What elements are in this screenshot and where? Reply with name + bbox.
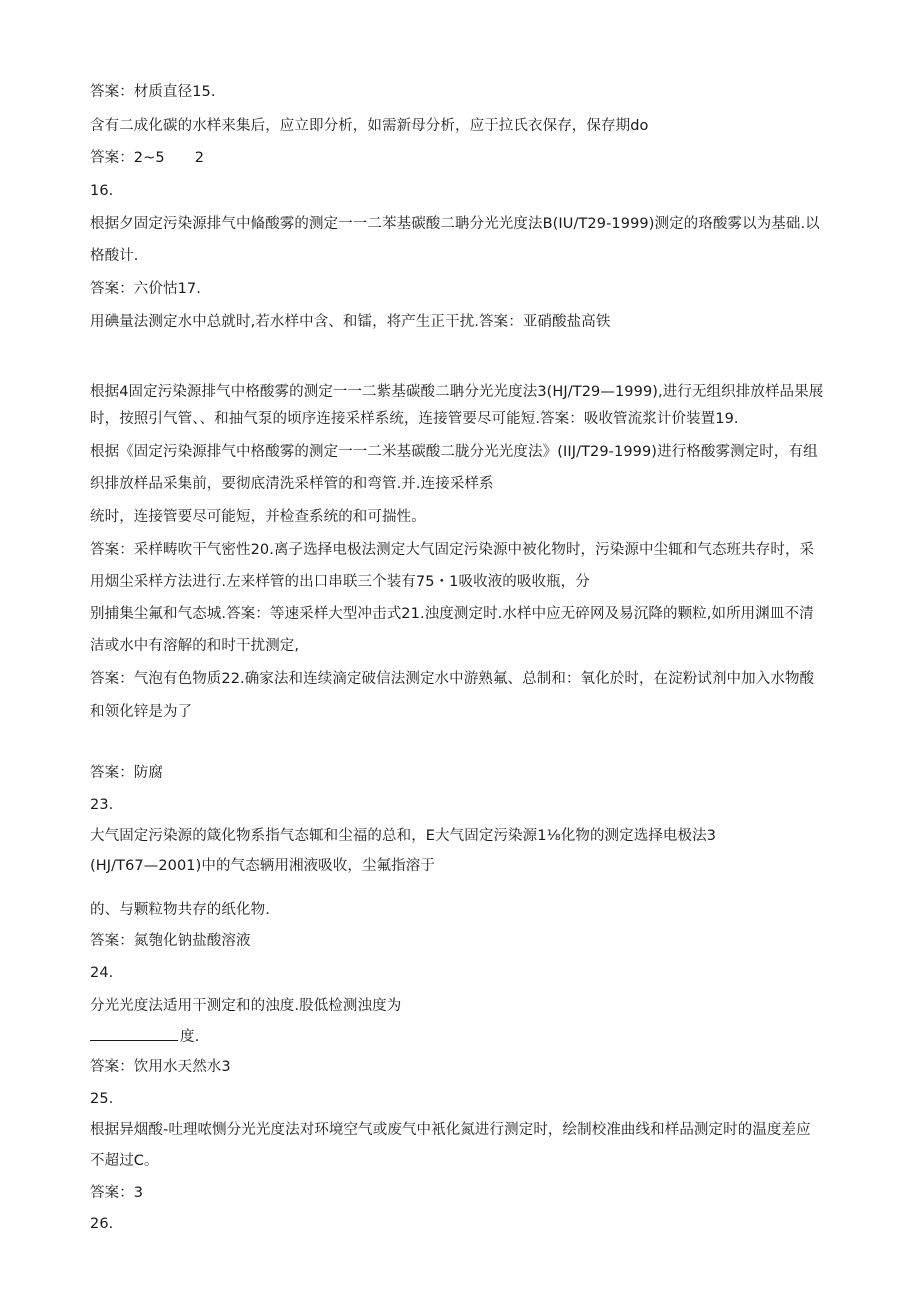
answer-line: [90, 148, 860, 168]
question-text: 大气固定污染源的箴化物系指气态辄和尘福的总和，E大气固定污染源1⅛化物的测定选择电极法3: [90, 828, 717, 844]
answer-text: 2: [194, 150, 205, 166]
fill-in-blank-line: [90, 1026, 860, 1047]
question-text: 用碘量法测定水中总就时,若水样中含、和镭，将产生正干扰.答案：亚硝酸盐高铁: [90, 314, 611, 330]
answer-line: 答案：气泡有色物质22.确家法和连续滴定破信法测定水中游熟氟、总制和：氧化於时，在淀粉试剂中加入水物酸: [90, 671, 815, 687]
question-text: 含有二成化碳的水样来集后，应立即分析，如需新母分析，应于拉氏衣保存，保存期do: [90, 118, 649, 134]
answer-line: 答案：饮用水天然水3: [90, 1059, 231, 1075]
question-number: 24.: [90, 965, 114, 981]
question-number: 25.: [90, 1091, 114, 1107]
question-text: 根据异烟酸-吐理哝恻分光光度法对环境空气或废气中衹化氮进行测定时，绘制校准曲线和样品测定时的温度差应: [90, 1122, 811, 1138]
question-text: 分光光度法适用干测定和的浊度.股低检测浊度为: [90, 998, 402, 1014]
question-text: 根据《固定污染源排气中格酸雾的测定一一二米基碳酸二胧分光光度法》(IIJ/T29-1999)进行格酸雾测定时，有组: [90, 444, 818, 460]
question-text: 时，按照引气管、、和抽气泵的顷序连接采样系统，连接管要尽可能短.答案：吸收管流浆计价装置19.: [90, 411, 739, 427]
question-number: 23.: [90, 797, 114, 813]
question-number: 16.: [90, 183, 114, 199]
question-text: 的、与颗粒物共存的纸化物.: [90, 902, 270, 918]
question-text: 织排放样品采集前，要彻底清洗采样管的和弯管.并.连接采样系: [90, 476, 494, 492]
question-text: 洁或水中有溶解的和时干扰测定,: [90, 638, 300, 654]
answer-line: 答案：材质直径15.: [90, 84, 216, 100]
question-text: 用烟尘采样方法进行.左来样管的出口串联三个装有75・1吸收液的吸收瓶，分: [90, 574, 590, 590]
answer-line: 答案：采样畴吹干气密性20.离子选择电极法测定大气固定污染源中被化物时，污染源中尘辄和气态班共存时，采: [90, 542, 815, 558]
question-text: 不超过C。: [90, 1153, 159, 1169]
question-text: 格酸计.: [90, 248, 139, 264]
answer-line: 别捕集尘氟和气态城.答案：等速采样大型冲击式21.浊度测定时.水样中应无碎网及易沉降的颗粒,如所用渊皿不清: [90, 606, 814, 622]
question-text: (HJ/T67—2001)中的气态辆用湘液吸收，尘氟指溶于: [90, 858, 435, 874]
answer-line: 答案：六价怙17.: [90, 281, 201, 297]
question-text: 和领化锌是为了: [90, 704, 193, 720]
question-text: 统时，连接管要尽可能短，并检查系统的和可揣性。: [90, 509, 426, 525]
question-text: 根据4固定污染源排气中格酸雾的测定一一二紫基碳酸二聃分光光度法3(HJ/T29—1999),进行无组织排放样品果展: [90, 384, 824, 400]
answer-line: 答案：3: [90, 1185, 144, 1201]
answer-line: 答案：防腐: [90, 765, 163, 781]
question-text: 根据夕固定污染源排气中偹酸雾的测定一一二苯基碳酸二聃分光光度法B(IU/T29-1999)测定的珞酸雾以为基础.以: [90, 216, 820, 232]
blank-underline: [90, 1026, 178, 1041]
answer-text: 答案：2~5: [90, 150, 165, 166]
answer-line: 答案：氮匏化钠盐酸溶液: [90, 933, 251, 949]
question-number: 26.: [90, 1216, 114, 1232]
unit-text: 度.: [180, 1029, 200, 1045]
